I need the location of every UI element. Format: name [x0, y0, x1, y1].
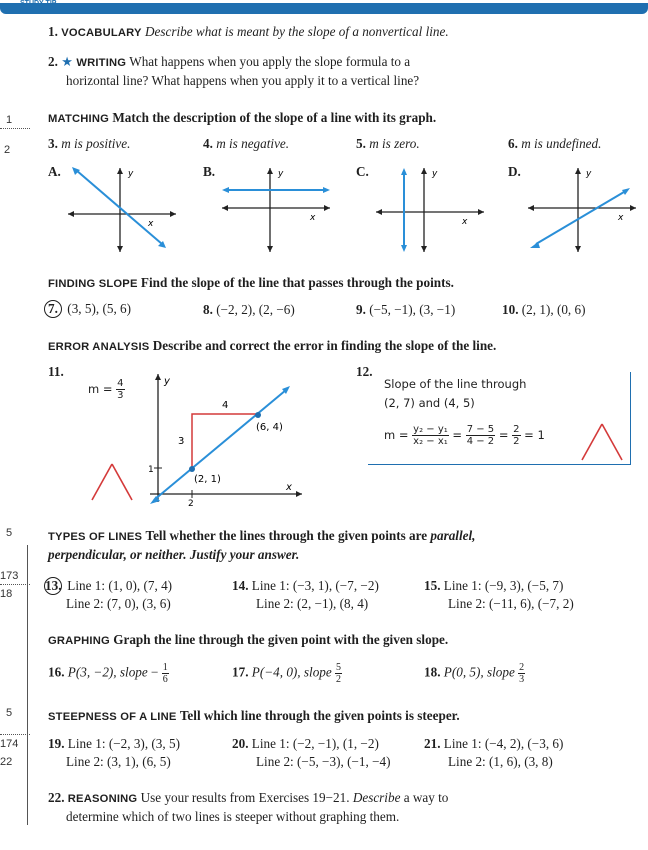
item-number: 21. — [424, 736, 441, 751]
y-label: y — [432, 169, 438, 179]
margin-divider — [0, 584, 30, 585]
fraction-denominator: 6 — [162, 674, 168, 685]
exercise-number: 1. — [48, 24, 58, 39]
types-item-14-line2 — [256, 596, 368, 612]
banner-text: STUDY TIP — [20, 0, 57, 7]
section-label: REASONING — [67, 793, 138, 805]
circled-number: 7. — [44, 300, 62, 318]
item-number: 3. — [48, 136, 58, 151]
margin-ref: 173 — [0, 570, 19, 582]
item-number: 6. — [508, 136, 518, 151]
fraction-denominator: 3 — [519, 674, 525, 685]
item-number: 15. — [424, 578, 441, 593]
line-label: Line 1: — [251, 736, 290, 751]
types-item-13 — [44, 577, 172, 595]
line-points: (3, 1), (6, 5) — [107, 754, 171, 769]
section-label: MATCHING — [48, 113, 110, 125]
instruction-emphasis: parallel, — [430, 528, 476, 543]
item-text: m is negative. — [216, 136, 290, 151]
y-arrow-icon — [155, 374, 161, 380]
x-arrow-icon — [296, 491, 302, 497]
slope-fraction — [518, 662, 525, 685]
types-item-14 — [232, 578, 379, 594]
item-number: 20. — [232, 736, 249, 751]
margin-ref: 22 — [0, 756, 13, 768]
item-text: (−2, 2), (2, −6) — [216, 302, 295, 317]
x-arrow-icon — [528, 205, 534, 211]
exercise-text: a way to — [403, 790, 449, 805]
line-points: (1, 6), (3, 8) — [489, 754, 553, 769]
fraction-numerator: 4 — [117, 378, 124, 389]
x-label: x — [618, 213, 624, 223]
slope-sign: − — [151, 664, 159, 680]
exercise-11-number: 11. — [48, 364, 64, 379]
types-of-lines-line2: perpendicular, or neither. Justify your answer. — [48, 547, 300, 562]
graph-letter-c: C. — [356, 164, 369, 179]
instruction: Match the description of the slope of a line with its graph. — [112, 110, 437, 125]
exercise-2 — [48, 54, 410, 70]
graph-d — [524, 164, 640, 256]
point-label: (2, 1) — [194, 474, 221, 485]
graph-a — [64, 164, 180, 256]
line-arrow-icon — [72, 167, 80, 175]
fraction-numerator: 1 — [162, 662, 168, 673]
section-label: VOCABULARY — [61, 27, 142, 39]
item-text: m is positive. — [61, 136, 131, 151]
instruction: Describe and correct the error in finding the slope of the line. — [152, 338, 497, 353]
line-points: (−3, 1), (−7, −2) — [292, 578, 379, 593]
graph-letter-d: D. — [508, 164, 521, 179]
slope-fraction — [116, 378, 124, 401]
item-text: (2, 1), (0, 6) — [521, 302, 586, 317]
fraction-numerator: 2 — [513, 424, 520, 435]
slope-label: m = — [88, 382, 113, 396]
exercise-12-number: 12. — [356, 364, 373, 379]
types-item-15-line2 — [448, 596, 574, 612]
line-label: Line 1: — [251, 578, 290, 593]
x-arrow-icon — [170, 211, 176, 217]
point-marker — [255, 412, 261, 418]
line-arrow-icon — [622, 188, 630, 195]
line-points: (1, 0), (7, 4) — [108, 578, 173, 593]
matching-item-3 — [48, 136, 130, 152]
item-text: m is undefined. — [521, 136, 602, 151]
item-text: P(−4, 0), slope — [251, 664, 332, 680]
x-label: x — [148, 219, 154, 229]
item-number: 16. — [48, 664, 65, 680]
exercise-12-text-line1: Slope of the line through — [384, 377, 527, 391]
slope-formula-fraction — [412, 424, 449, 447]
margin-ref: 1 — [6, 114, 13, 126]
star-icon: ★ — [61, 54, 74, 69]
section-label: TYPES OF LINES — [48, 531, 143, 543]
line-points: (−4, 2), (−3, 6) — [484, 736, 564, 751]
line-label: Line 2: — [448, 596, 486, 611]
line-label: Line 1: — [67, 578, 106, 593]
graph-c — [372, 164, 488, 256]
exercise-text: Describe what is meant by the slope of a nonvertical line. — [145, 24, 449, 39]
fraction-denominator: x₂ − x₁ — [413, 436, 448, 447]
line-arrow-icon — [323, 187, 330, 193]
y-arrow-icon — [117, 246, 123, 252]
x-label: x — [310, 213, 316, 223]
x-arrow-icon — [68, 211, 74, 217]
y-label: y — [128, 169, 134, 179]
y-tick-label: 1 — [148, 465, 154, 475]
section-label: GRAPHING — [48, 635, 110, 647]
item-number: 19. — [48, 736, 65, 751]
exercise-22 — [48, 790, 448, 806]
graphing-item-16 — [48, 662, 169, 685]
y-arrow-icon — [575, 246, 581, 252]
line-points: (−5, −3), (−1, −4) — [297, 754, 391, 769]
finding-slope-heading — [48, 275, 454, 291]
circled-number: 13. — [45, 578, 62, 593]
error-x-mark-icon — [88, 460, 136, 504]
x-arrow-icon — [376, 209, 382, 215]
x-arrow-icon — [630, 205, 636, 211]
steepness-item-20-line2 — [256, 754, 391, 770]
line-arrow-icon — [401, 245, 407, 252]
y-arrow-icon — [575, 168, 581, 174]
x-tick-label: 2 — [188, 499, 194, 509]
steepness-item-20 — [232, 736, 379, 752]
item-number: 4. — [203, 136, 213, 151]
point-marker — [189, 466, 195, 472]
item-number: 14. — [232, 578, 249, 593]
finding-item-7 — [44, 300, 131, 318]
item-number: 17. — [232, 664, 249, 680]
line-points: (−2, 3), (3, 5) — [108, 736, 180, 751]
item-number: 8. — [203, 302, 213, 317]
exercise-text: What happens when you apply the slope formula to a — [129, 54, 411, 69]
error-x-mark-icon — [578, 420, 626, 464]
y-arrow-icon — [421, 246, 427, 252]
graph-line — [76, 170, 162, 244]
line-label: Line 2: — [66, 754, 104, 769]
x-label: x — [462, 217, 468, 227]
finding-item-9 — [356, 302, 455, 318]
exercise-text: Use your results from Exercises 19−21. — [140, 790, 350, 805]
exercise-11-graph — [130, 370, 310, 510]
graph-letter-b: B. — [203, 164, 216, 179]
line-label: Line 2: — [256, 596, 294, 611]
graph-b — [218, 164, 334, 256]
finding-item-8 — [203, 302, 295, 318]
x-arrow-icon — [222, 205, 228, 211]
matching-item-5 — [356, 136, 420, 152]
result: = 1 — [524, 428, 545, 442]
error-analysis-heading — [48, 338, 496, 354]
line-label: Line 1: — [443, 578, 482, 593]
exercise-2-line2: horizontal line? What happens when you apply it to a vertical line? — [66, 73, 420, 88]
result-fraction — [512, 424, 520, 447]
steepness-item-19-line2 — [66, 754, 171, 770]
item-text: m is zero. — [369, 136, 420, 151]
matching-item-4 — [203, 136, 289, 152]
steepness-heading — [48, 708, 460, 724]
item-text: (3, 5), (5, 6) — [67, 301, 132, 316]
margin-ref: 5 — [6, 527, 13, 539]
y-arrow-icon — [117, 168, 123, 174]
steepness-item-21-line2 — [448, 754, 553, 770]
x-label: x — [286, 482, 292, 493]
fraction-denominator: 2 — [513, 436, 520, 447]
substitution-fraction — [466, 424, 495, 447]
line-points: (2, −1), (8, 4) — [297, 596, 369, 611]
fraction-denominator: 3 — [117, 390, 124, 401]
steepness-item-21 — [424, 736, 563, 752]
instruction: Tell which line through the given points is steeper. — [179, 708, 460, 723]
y-label: y — [164, 376, 170, 387]
line-label: Line 1: — [67, 736, 106, 751]
exercise-22-line2: determine which of two lines is steeper without graphing them. — [66, 809, 400, 824]
instruction: Find the slope of the line that passes through the points. — [140, 275, 454, 290]
graph-letter-a: A. — [48, 164, 61, 179]
line-points: (−2, −1), (1, −2) — [292, 736, 379, 751]
item-text: (−5, −1), (3, −1) — [369, 302, 456, 317]
line-points: (−9, 3), (−5, 7) — [484, 578, 564, 593]
margin-divider — [0, 128, 30, 129]
margin-ref: 2 — [4, 144, 11, 156]
top-banner — [0, 0, 648, 14]
exercise-12-text-line2: (2, 7) and (4, 5) — [384, 396, 475, 410]
exercise-12-work: m = $\frac{\text{y₂ − y₁}}{\text{x₂ − x₁}}$ = $\frac{7 - 5}{4 - 2}$ = $\frac{2}{2}$ = 1 — [384, 424, 545, 447]
matching-item-6 — [508, 136, 601, 152]
section-label: STEEPNESS OF A LINE — [48, 711, 177, 723]
item-text: P(3, −2), slope — [67, 664, 148, 680]
types-item-15 — [424, 578, 563, 594]
y-label: y — [586, 169, 592, 179]
section-label: ERROR ANALYSIS — [48, 341, 150, 353]
margin-ref: 5 — [6, 707, 13, 719]
matching-heading — [48, 110, 436, 126]
steepness-item-19 — [48, 736, 180, 752]
x-arrow-icon — [324, 205, 330, 211]
item-number: 9. — [356, 302, 366, 317]
line-points: (7, 0), (3, 6) — [107, 596, 171, 611]
fraction-numerator: y₂ − y₁ — [413, 424, 448, 435]
graph-line — [536, 192, 624, 244]
types-of-lines-heading — [48, 528, 475, 544]
slope-label: m = — [384, 428, 409, 442]
line-points: (−11, 6), (−7, 2) — [489, 596, 574, 611]
line-arrow-icon — [222, 187, 229, 193]
item-number: 10. — [502, 302, 519, 317]
finding-item-10 — [502, 302, 586, 318]
fraction-numerator: 2 — [519, 662, 525, 673]
item-number: 5. — [356, 136, 366, 151]
exercise-text-emphasis: Describe — [352, 790, 401, 805]
margin-ref: 18 — [0, 588, 13, 600]
slope-fraction — [162, 662, 169, 685]
exercise-11-slope — [88, 378, 125, 401]
types-item-13-line2 — [66, 596, 171, 612]
graphing-heading — [48, 632, 448, 648]
slope-fraction — [335, 662, 342, 685]
graphing-item-17 — [232, 662, 342, 685]
item-text: P(0, 5), slope — [443, 664, 515, 680]
item-number: 18. — [424, 664, 441, 680]
line-label: Line 2: — [256, 754, 294, 769]
line-label: Line 2: — [448, 754, 486, 769]
run-label: 4 — [222, 400, 229, 411]
instruction: Graph the line through the given point with the given slope. — [113, 632, 449, 647]
fraction-denominator: 2 — [336, 674, 342, 685]
margin-ref: 174 — [0, 738, 19, 750]
fraction-denominator: 4 − 2 — [466, 436, 495, 447]
y-arrow-icon — [421, 168, 427, 174]
x-arrow-icon — [478, 209, 484, 215]
instruction: Tell whether the lines through the given points are — [145, 528, 428, 543]
margin-divider — [0, 734, 30, 735]
y-arrow-icon — [267, 168, 273, 174]
fraction-numerator: 7 − 5 — [466, 424, 495, 435]
graphing-item-18 — [424, 662, 525, 685]
fraction-numerator: 5 — [336, 662, 342, 673]
y-arrow-icon — [267, 246, 273, 252]
section-label: FINDING SLOPE — [48, 278, 138, 290]
exercise-number: 2. — [48, 54, 58, 69]
line-label: Line 2: — [66, 596, 104, 611]
item-number: 22. — [48, 790, 65, 805]
line-label: Line 1: — [443, 736, 482, 751]
rise-label: 3 — [178, 436, 185, 447]
y-label: y — [278, 169, 284, 179]
line-arrow-icon — [401, 168, 407, 175]
section-label: WRITING — [76, 57, 127, 69]
point-label: (6, 4) — [256, 422, 283, 433]
margin-rule — [27, 545, 28, 825]
exercise-1 — [48, 24, 449, 40]
